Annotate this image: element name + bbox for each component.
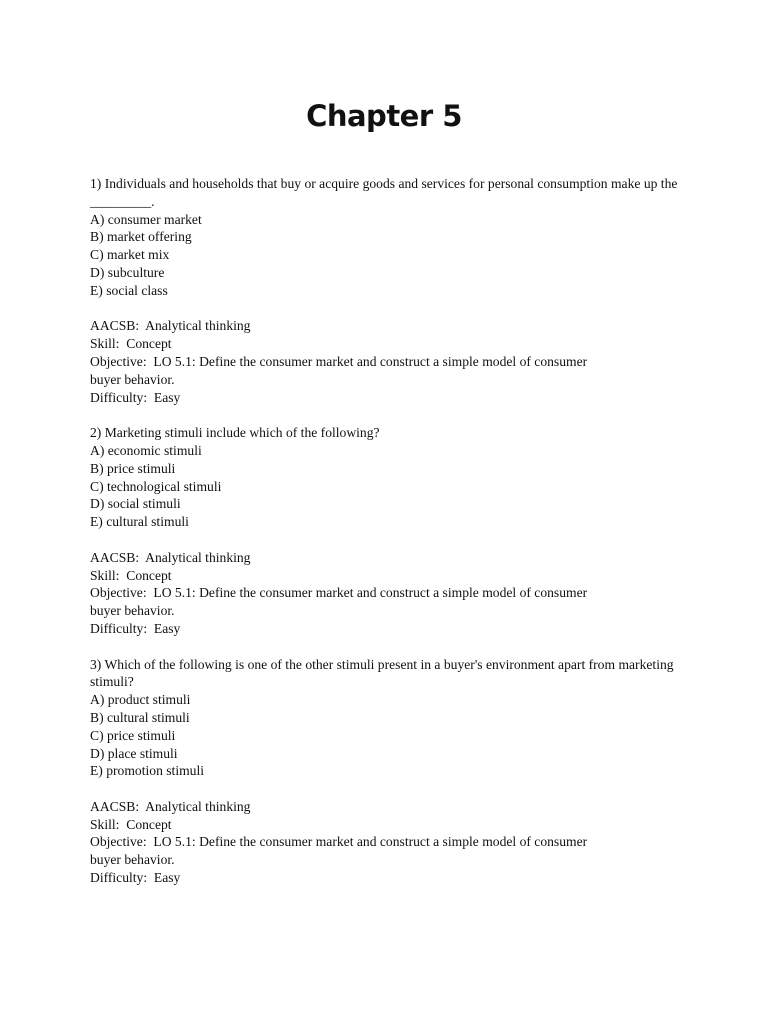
answer-option-b: B) price stimuli <box>90 460 176 476</box>
aacsb-line: AACSB: Analytical thinking <box>90 549 251 565</box>
objective-line-continued: buyer behavior. <box>90 852 175 868</box>
objective-line: Objective: LO 5.1: Define the consumer market and construct a simple model of consumer <box>90 585 588 601</box>
skill-line: Skill: Concept <box>90 567 172 583</box>
answer-option-b: B) cultural stimuli <box>90 709 190 725</box>
skill-line: Skill: Concept <box>90 816 172 832</box>
answer-option-d: D) subculture <box>90 264 165 280</box>
answer-option-a: A) product stimuli <box>90 692 191 708</box>
answer-option-a: A) consumer market <box>90 211 202 227</box>
page-title: Chapter 5 <box>306 99 462 133</box>
question-stem: 1) Individuals and households that buy or acquire goods and services for personal consumption make up the _________. <box>90 176 678 209</box>
difficulty-line: Difficulty: Easy <box>90 620 181 636</box>
difficulty-line: Difficulty: Easy <box>90 870 181 886</box>
aacsb-line: AACSB: Analytical thinking <box>90 798 251 814</box>
answer-option-d: D) place stimuli <box>90 745 178 761</box>
question-stem: 2) Marketing stimuli include which of the following? <box>90 425 380 441</box>
aacsb-line: AACSB: Analytical thinking <box>90 318 251 334</box>
answer-option-b: B) market offering <box>90 229 192 245</box>
objective-line: Objective: LO 5.1: Define the consumer market and construct a simple model of consumer <box>90 353 588 369</box>
answer-option-c: C) market mix <box>90 247 170 263</box>
question-1 <box>90 175 690 300</box>
answer-option-a: A) economic stimuli <box>90 442 202 458</box>
question-1-metadata <box>90 317 690 406</box>
objective-line-continued: buyer behavior. <box>90 603 175 619</box>
objective-line: Objective: LO 5.1: Define the consumer market and construct a simple model of consumer <box>90 834 588 850</box>
answer-option-e: E) social class <box>90 282 168 298</box>
answer-option-d: D) social stimuli <box>90 496 181 512</box>
question-3-metadata <box>90 798 690 887</box>
difficulty-line: Difficulty: Easy <box>90 389 181 405</box>
question-2-metadata <box>90 549 690 638</box>
question-list <box>90 175 690 905</box>
objective-line-continued: buyer behavior. <box>90 371 175 387</box>
answer-option-c: C) technological stimuli <box>90 478 222 494</box>
skill-line: Skill: Concept <box>90 336 172 352</box>
answer-option-e: E) promotion stimuli <box>90 763 205 779</box>
question-stem: 3) Which of the following is one of the other stimuli present in a buyer's environment apart from marketing stimuli? <box>90 656 674 690</box>
question-3 <box>90 656 690 781</box>
answer-option-c: C) price stimuli <box>90 727 176 743</box>
answer-option-e: E) cultural stimuli <box>90 514 189 530</box>
question-2 <box>90 424 690 531</box>
